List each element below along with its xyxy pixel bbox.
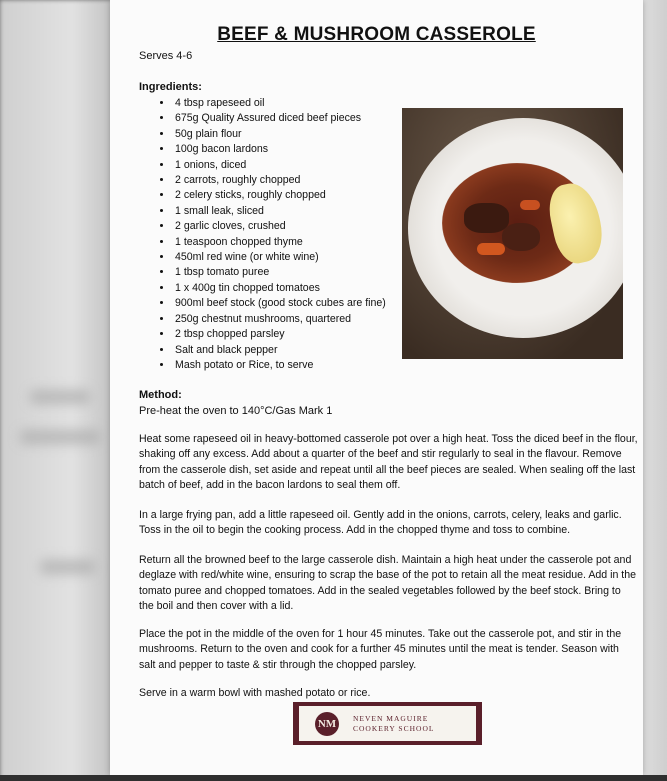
logo-text <box>353 714 434 734</box>
ingredient-item: • 50g plain flour <box>173 127 386 142</box>
blurred-background-shape <box>30 390 90 404</box>
recipe-title: BEEF & MUSHROOM CASSEROLE <box>217 24 536 45</box>
logo-panel <box>299 706 476 741</box>
ingredient-item: • Salt and black pepper <box>173 343 386 358</box>
ingredient-item: • Mash potato or Rice, to serve <box>173 358 386 373</box>
method-step: In a large frying pan, add a little rapeseed oil. Gently add in the onions, carrots, celery, leaks and garlic. Toss in the oil to begin the cooking process. Add in the chopped thyme and toss to combine. <box>139 509 622 537</box>
blurred-background-shape <box>40 560 95 574</box>
ingredient-item: • 1 onions, diced <box>173 158 386 173</box>
beef-piece-shape <box>464 203 509 233</box>
logo-line-1: NEVEN MAGUIRE <box>353 713 429 723</box>
ingredient-item: • 4 tbsp rapeseed oil <box>173 96 386 111</box>
cookery-school-logo <box>293 702 482 745</box>
ingredient-item: • 675g Quality Assured diced beef pieces <box>173 111 386 126</box>
ingredient-item: • 250g chestnut mushrooms, quartered <box>173 312 386 327</box>
ingredient-item: • 2 celery sticks, roughly chopped <box>173 188 386 203</box>
recipe-page <box>110 0 643 775</box>
logo-line-2: COOKERY SCHOOL <box>353 723 435 733</box>
method-step: Return all the browned beef to the large casserole dish. Maintain a high heat under the casserole pot and deglaze with red/white wine, ensuring to scrap the base of the pot to retain all the meat residue. Add in the tomato puree and chopped tomatoes. Add in the sealed vegetables followed by the beef stock. Bring to the boil and then cover with a lid. <box>139 554 637 613</box>
beef-piece-shape <box>502 223 540 251</box>
preheat-text: Pre-heat the oven to 140°C/Gas Mark 1 <box>139 405 333 417</box>
ingredient-item: • 1 teaspoon chopped thyme <box>173 235 386 250</box>
method-step: Heat some rapeseed oil in heavy-bottomed casserole pot over a high heat. Toss the diced beef in the flour, shaking off any excess. Add about a quarter of the beef and stir regularly to seal in the flavour. Remove from the casserole dish, set aside and repeat until all the beef pieces are sealed. When sealing off the last batch of beef, add in the bacon lardons to seal them off. <box>139 433 638 492</box>
ingredient-item: • 1 tbsp tomato puree <box>173 265 386 280</box>
casserole-photo <box>402 108 623 359</box>
method-step: Serve in a warm bowl with mashed potato or rice. <box>139 687 371 699</box>
bottom-edge-bar <box>0 775 667 781</box>
blurred-background-shape <box>20 430 100 444</box>
ingredient-item: • 1 x 400g tin chopped tomatoes <box>173 281 386 296</box>
carrot-piece-shape <box>520 200 540 210</box>
serves-text: Serves 4-6 <box>139 50 193 62</box>
ingredient-item: • 900ml beef stock (good stock cubes are fine) <box>173 296 386 311</box>
ingredient-item: • 1 small leak, sliced <box>173 204 386 219</box>
ingredients-list <box>139 96 386 373</box>
ingredient-item: • 2 carrots, roughly chopped <box>173 173 386 188</box>
ingredient-item: • 2 tbsp chopped parsley <box>173 327 386 342</box>
ingredient-item: • 2 garlic cloves, crushed <box>173 219 386 234</box>
carrot-piece-shape <box>477 243 505 255</box>
ingredients-heading: Ingredients: <box>139 81 202 93</box>
ingredient-item: • 450ml red wine (or white wine) <box>173 250 386 265</box>
monogram-icon: NM <box>315 712 339 736</box>
method-step: Place the pot in the middle of the oven for 1 hour 45 minutes. Take out the casserole pot, and stir in the mushrooms. Return to the oven and cook for a further 45 minutes until the meat is tender. Season with salt and pepper to taste & stir through the chopped parsley. <box>139 628 622 671</box>
ingredient-item: • 100g bacon lardons <box>173 142 386 157</box>
method-heading: Method: <box>139 389 182 401</box>
